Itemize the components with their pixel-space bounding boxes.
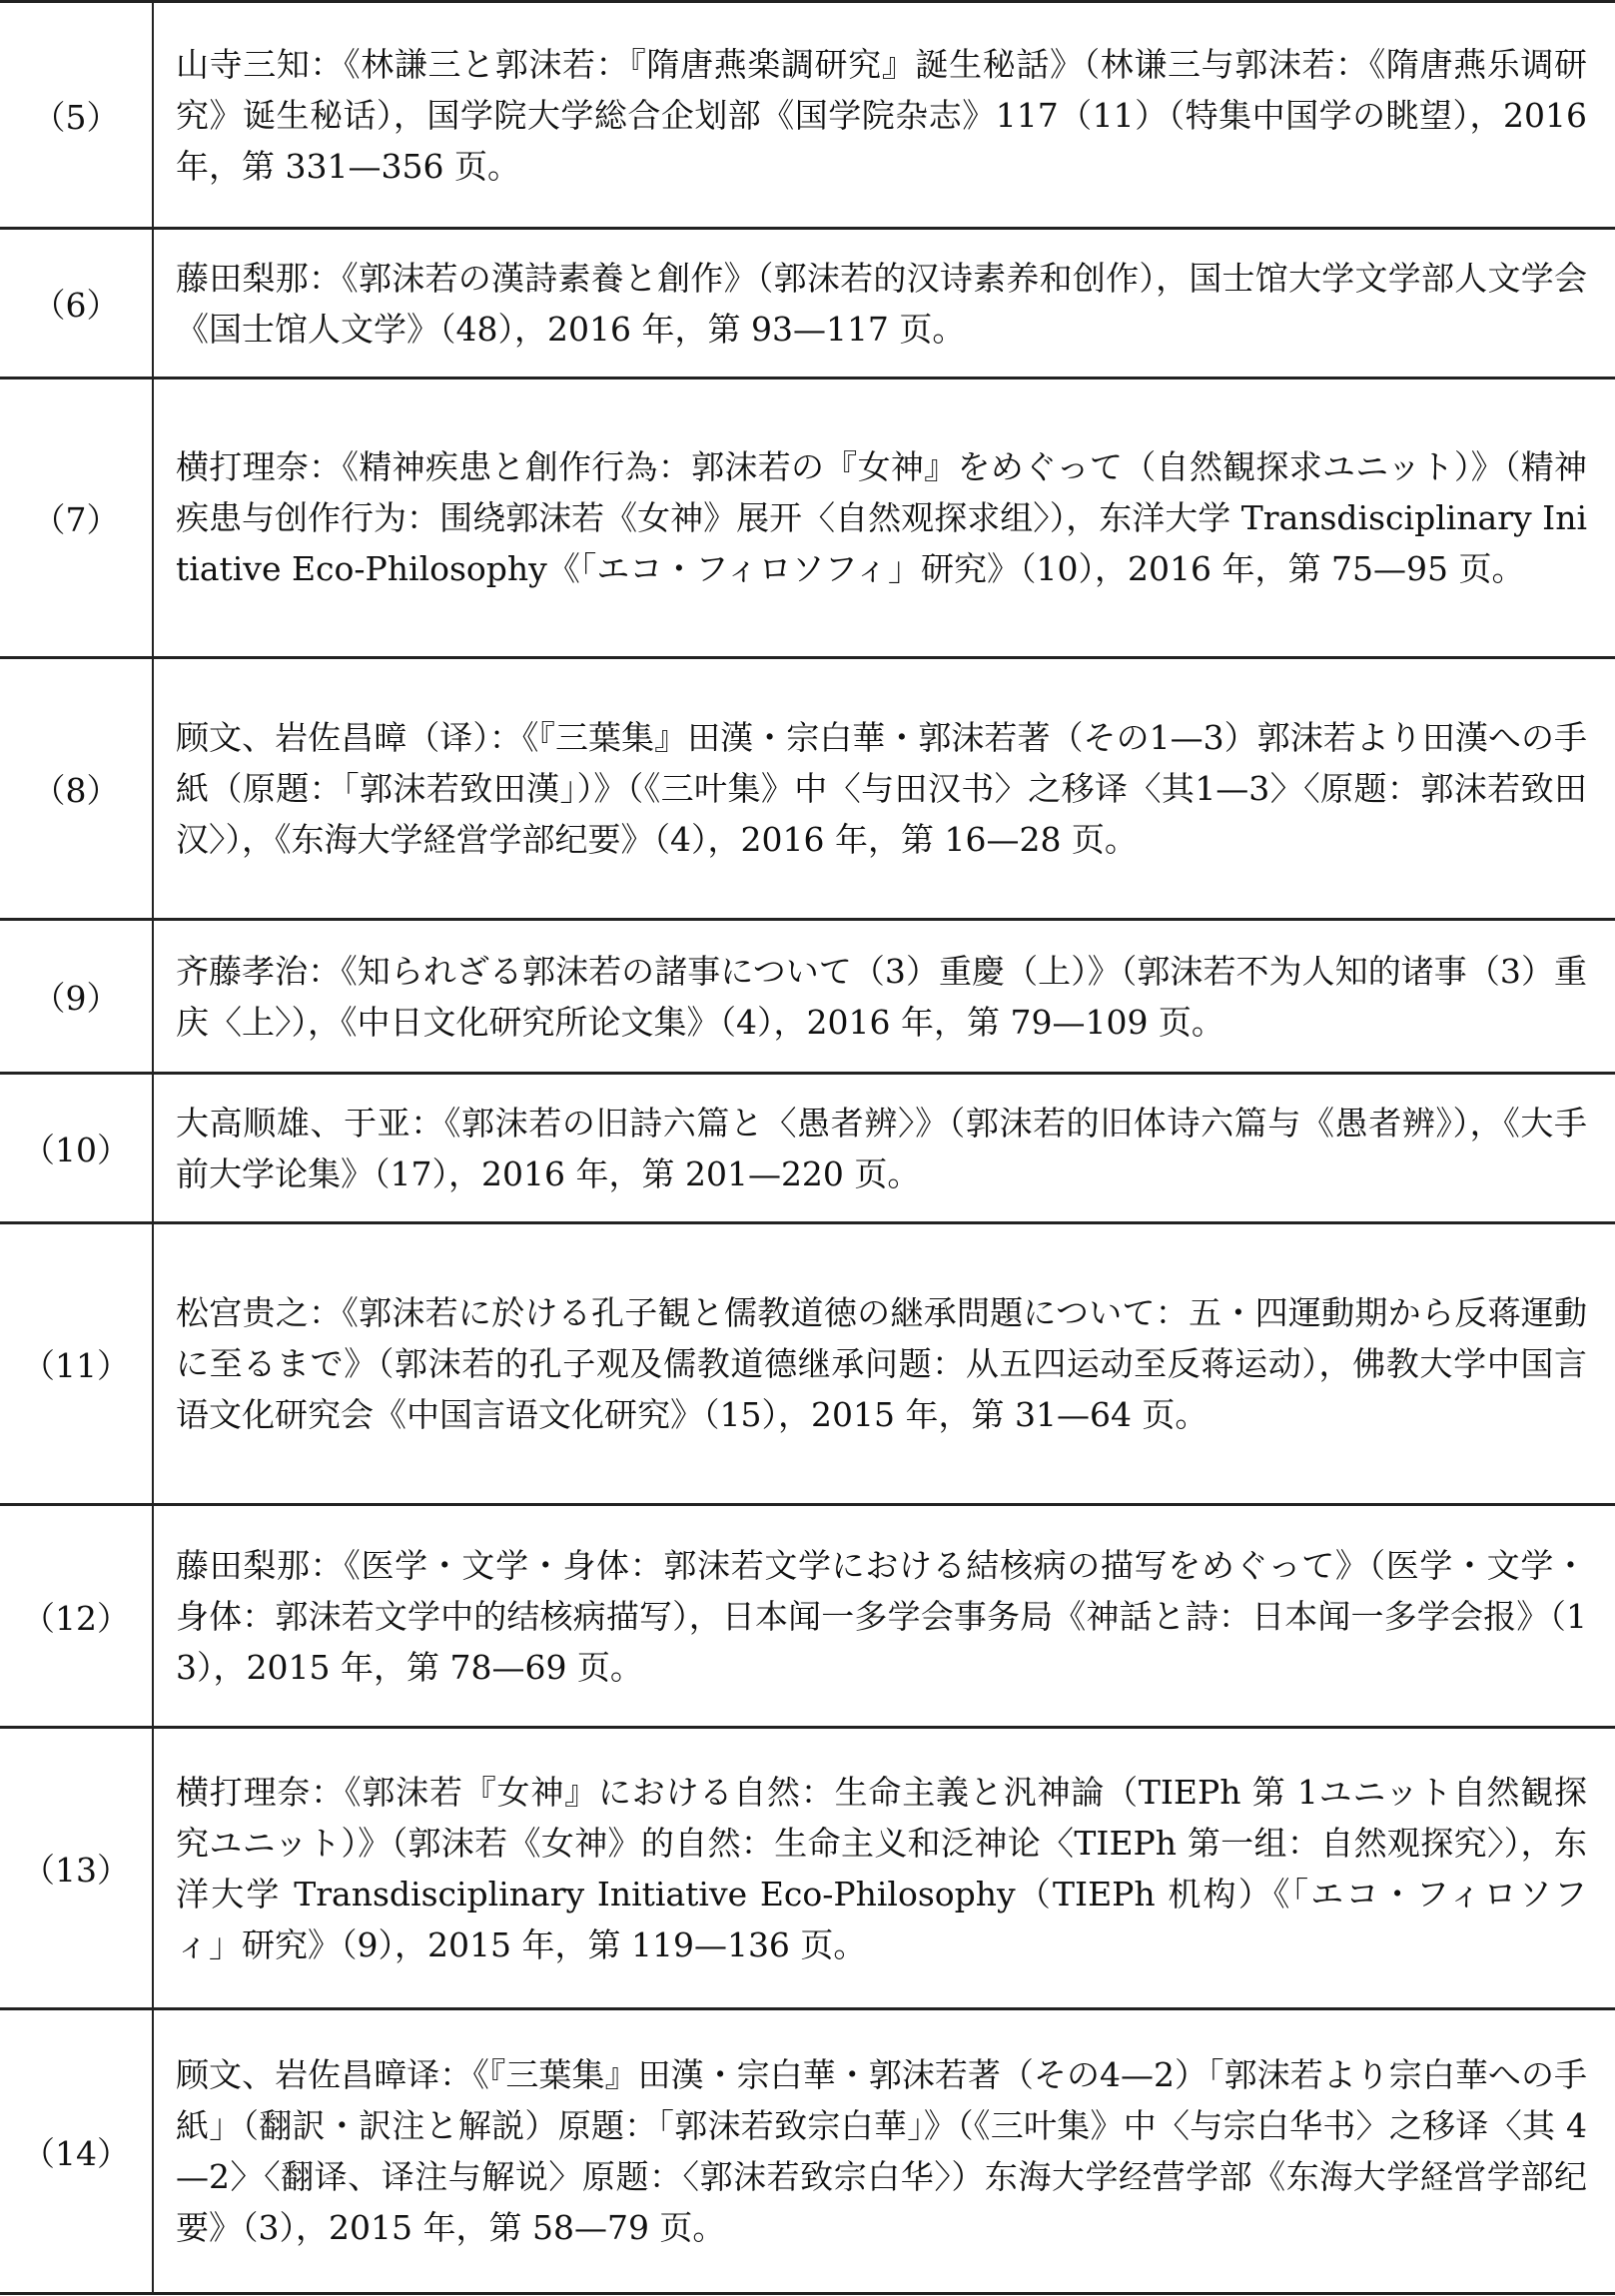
table-row bbox=[0, 2, 1615, 229]
entry-number: （10） bbox=[0, 1074, 153, 1223]
citation-text: 横打理奈：《郭沫若『女神』における自然：生命主義と汎神論（TIEPh 第 1ユニット自然観探究ユニット）》（郭沫若《女神》的自然：生命主义和泛神论〈TIEPh 第一组：自然观探究〉），东洋大学 Transdisciplinary Initiative Eco-Philosophy（TIEPh 机构）《「エコ・フィロソフィ」研究》（9），2015 年，第 119—136 页。 bbox=[176, 1772, 1587, 1964]
table-row bbox=[0, 1223, 1615, 1505]
entry-number: （8） bbox=[0, 658, 153, 920]
citation-text: 顾文、岩佐昌暲（译）：《『三葉集』田漢・宗白華・郭沫若著（その1—3）郭沫若より田漢への手紙（原題：「郭沫若致田漢」）》（《三叶集》中〈与田汉书〉之移译〈其1—3〉〈原题：郭沫若致田汉〉），《东海大学経営学部纪要》（4），2016 年，第 16—28 页。 bbox=[176, 718, 1587, 859]
table-row bbox=[0, 920, 1615, 1074]
citation-text: 松宫贵之：《郭沫若に於ける孔子観と儒教道徳の継承問題について：五・四運動期から反蒋運動に至るまで》（郭沫若的孔子观及儒教道德继承问题：从五四运动至反蒋运动），佛教大学中国言语文化研究会《中国言语文化研究》（15），2015 年，第 31—64 页。 bbox=[176, 1293, 1587, 1434]
table-row bbox=[0, 2009, 1615, 2294]
entry-number: （9） bbox=[0, 920, 153, 1074]
citation-text: 藤田梨那：《医学・文学・身体：郭沫若文学における結核病の描写をめぐって》（医学・文学・身体：郭沫若文学中的结核病描写），日本闻一多学会事务局《神話と詩：日本闻一多学会报》（13），2015 年，第 78—69 页。 bbox=[176, 1545, 1587, 1687]
entry-number: （5） bbox=[0, 2, 153, 229]
entry-number: （14） bbox=[0, 2009, 153, 2294]
table-row bbox=[0, 1728, 1615, 2009]
table-row bbox=[0, 1505, 1615, 1728]
citation-text: 大高顺雄、于亚：《郭沫若の旧詩六篇と〈愚者辨〉》（郭沫若的旧体诗六篇与《愚者辨》），《大手前大学论集》（17），2016 年，第 201—220 页。 bbox=[176, 1103, 1587, 1193]
table-row bbox=[0, 658, 1615, 920]
table-row bbox=[0, 379, 1615, 658]
citation-text: 横打理奈：《精神疾患と創作行為：郭沫若の『女神』をめぐって（自然観探求ユニット）》（精神疾患与创作行为：围绕郭沫若《女神》展开〈自然观探求组〉），东洋大学 Transdisciplinary Initiative Eco-Philosophy《「エコ・フィロソフィ」研究》（10），2016 年，第 75—95 页。 bbox=[176, 447, 1587, 588]
entry-number: （13） bbox=[0, 1728, 153, 2009]
citation-text: 齐藤孝治：《知られざる郭沫若の諸事について（3）重慶（上）》（郭沫若不为人知的诸事（3）重庆〈上〉），《中日文化研究所论文集》（4），2016 年，第 79—109 页。 bbox=[176, 951, 1587, 1042]
table-row bbox=[0, 1074, 1615, 1223]
entry-number: （6） bbox=[0, 229, 153, 379]
citation-text: 山寺三知：《林謙三と郭沫若：『隋唐燕楽調研究』誕生秘話》（林谦三与郭沫若：《隋唐燕乐调研究》诞生秘话），国学院大学総合企划部《国学院杂志》117（11）（特集中国学の眺望），2016 年，第 331—356 页。 bbox=[176, 44, 1587, 186]
citation-text: 藤田梨那：《郭沫若の漢詩素養と創作》（郭沫若的汉诗素养和创作），国士馆大学文学部人文学会《国士馆人文学》（48），2016 年，第 93—117 页。 bbox=[176, 258, 1587, 349]
entry-number: （11） bbox=[0, 1223, 153, 1505]
table-row bbox=[0, 229, 1615, 379]
citation-text: 顾文、岩佐昌暲译：《『三葉集』田漢・宗白華・郭沫若著（その4—2）「郭沫若より宗白華への手紙」（翻訳・訳注と解説）原題：「郭沫若致宗白華」》（《三叶集》中〈与宗白华书〉之移译〈其 4—2〉〈翻译、译注与解说〉原题：〈郭沫若致宗白华〉）东海大学经营学部《东海大学経営学部纪要》（3），2015 年，第 58—79 页。 bbox=[176, 2055, 1587, 2247]
entry-number: （7） bbox=[0, 379, 153, 658]
entry-number: （12） bbox=[0, 1505, 153, 1728]
